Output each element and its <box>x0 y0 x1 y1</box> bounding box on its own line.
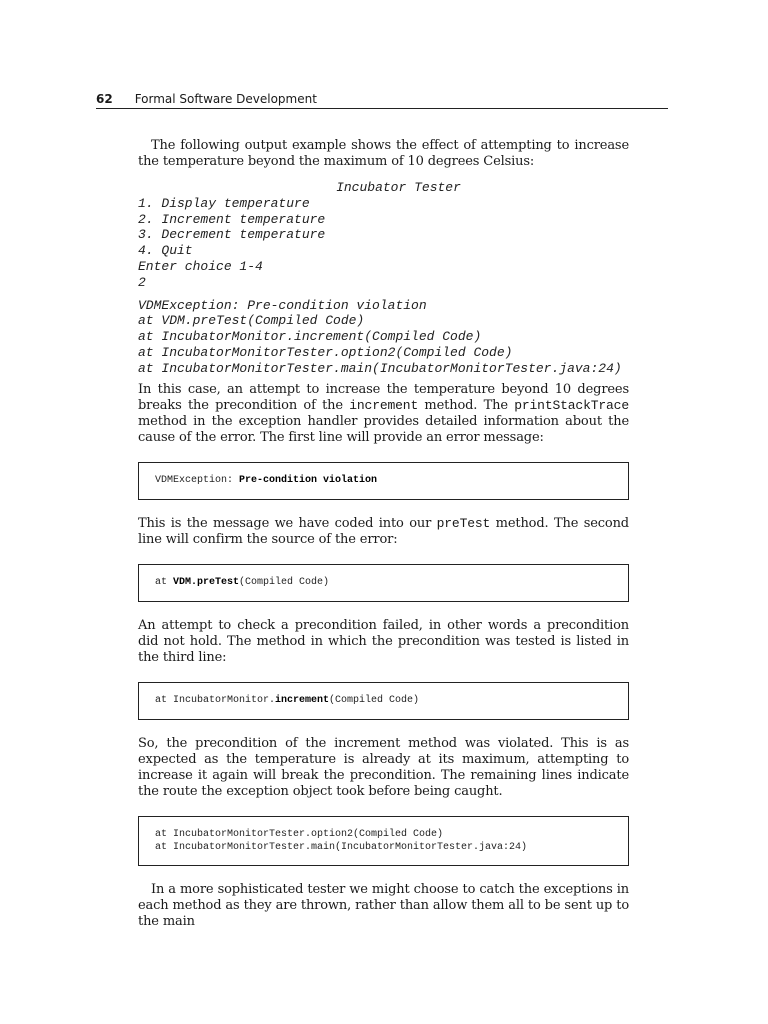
console-title: Incubator Tester <box>336 180 461 195</box>
stack-trace-line: at IncubatorMonitorTester.main(IncubatorMonitorTester.java:24) <box>138 360 622 376</box>
stack-trace-line: at IncubatorMonitorTester.option2(Compiled Code) <box>138 344 513 360</box>
closing-paragraph: In a more sophisticated tester we might choose to catch the exceptions in each method as they are thrown, rather than allow them all to be sent up to the main <box>138 881 629 929</box>
console-menu-item-4: 4. Quit <box>138 243 193 259</box>
console-menu-item-3: 3. Decrement temperature <box>138 227 326 243</box>
console-input: 2 <box>138 274 146 290</box>
running-title: Formal Software Development <box>134 92 317 106</box>
running-header <box>96 91 668 109</box>
violation-paragraph: So, the precondition of the increment method was violated. This is as expected as the temperature is already at its maximum, attempting to increase it again will break the precondition. The remaining lines indicate the route the exception object took before being caught. <box>138 735 629 799</box>
code-line: at IncubatorMonitorTester.option2(Compiled Code) <box>155 828 444 840</box>
code-box-third-line: at IncubatorMonitor.increment(Compiled Code) <box>138 682 629 720</box>
console-prompt: Enter choice 1-4 <box>138 258 263 274</box>
code-box-second-line: at VDM.preTest(Compiled Code) <box>138 564 629 602</box>
precondition-paragraph: An attempt to check a precondition failed, in other words a precondition did not hold. The method in which the precondition was tested is listed in the third line: <box>138 617 629 665</box>
console-output <box>138 180 629 377</box>
stack-trace-line: at VDM.preTest(Compiled Code) <box>138 313 365 329</box>
stack-trace-line: VDMException: Pre-condition violation <box>138 297 427 313</box>
console-menu-item-2: 2. Increment temperature <box>138 211 326 227</box>
page-number: 62 <box>96 92 113 106</box>
stack-trace-line: at IncubatorMonitor.increment(Compiled Code) <box>138 329 482 345</box>
intro-paragraph: The following output example shows the effect of attempting to increase the temperature beyond the maximum of 10 degrees Celsius: <box>138 138 629 169</box>
console-menu-item-1: 1. Display temperature <box>138 195 310 211</box>
message-paragraph: This is the message we have coded into our preTest method. The second line will confirm the source of the error: <box>138 515 629 547</box>
code-box-remaining-lines <box>138 816 629 866</box>
inline-code-increment: increment <box>349 397 419 413</box>
explanation-paragraph: In this case, an attempt to increase the temperature beyond 10 degrees breaks the precondition of the increment method. The printStackTrace method in the exception handler provides detailed information about the cause of the error. The first line will provide an error message: <box>138 381 629 445</box>
page-content <box>138 138 629 930</box>
code-line: at IncubatorMonitorTester.main(IncubatorMonitorTester.java:24) <box>155 841 528 853</box>
code-box-error-message: VDMException: Pre-condition violation <box>138 462 629 500</box>
inline-code-pretest: preTest <box>436 515 491 531</box>
inline-code-printstacktrace: printStackTrace <box>514 397 629 413</box>
